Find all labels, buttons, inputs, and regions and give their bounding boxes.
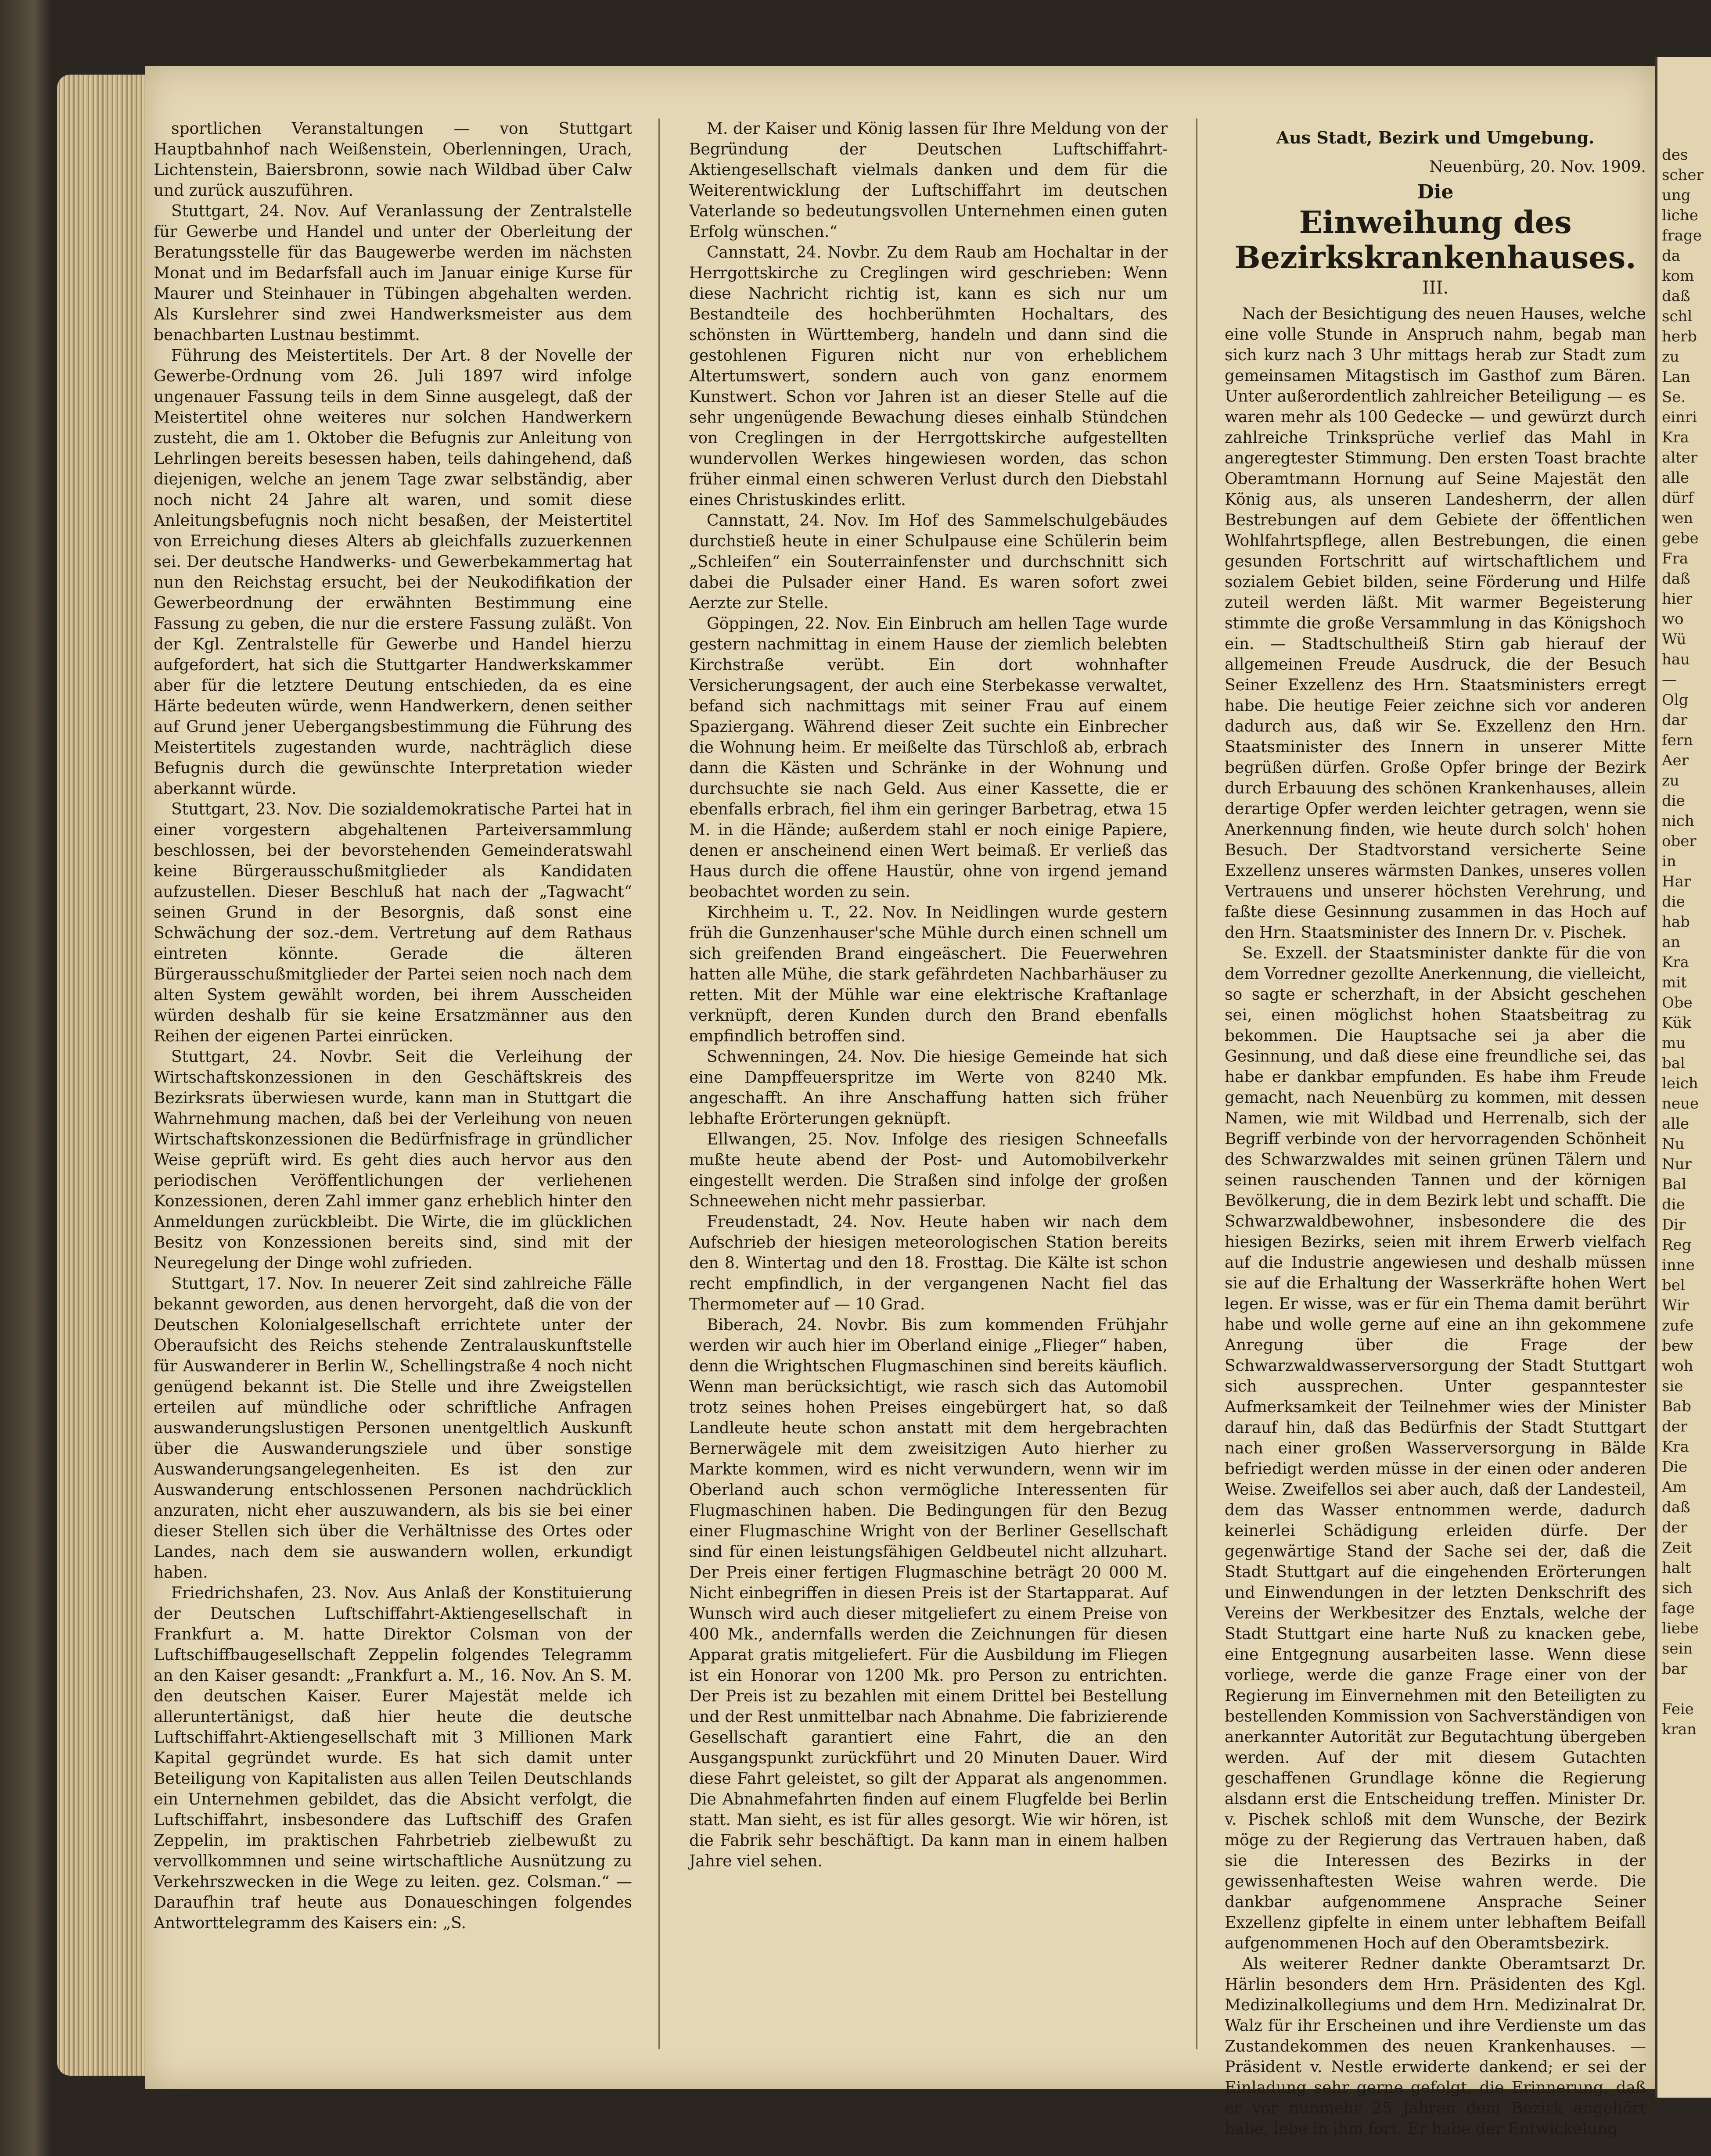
paragraph: Nach der Besichtigung des neuen Hauses, welche eine volle Stunde in Anspruch nahm, begab man sich kurz nach 3 Uhr mittags herab zur Stadt zum gemeinsamen Mitagstisch im Gasthof zum Bären. Unter außerordentlich zahlreicher Beteiligung — es waren mehr als 100 Gedecke — und gewürzt durch zahlreiche Trinksprüche verlief das Mahl in angeregtester Stimmung. Den ersten Toast brachte Oberamtmann Hornung auf Seine Majestät den König aus, als unseren Landesherrn, der allen Bestrebungen auf dem Gebiete der öffentlichen Wohlfahrtspflege, allen Bestrebungen, die einen gesunden Fortschritt auf wirtschaftlichem und sozialem Gebiet bilden, seine Förderung und Hilfe zuteil werden läßt. Mit warmer Begeisterung stimmte die große Versammlung in das Königshoch ein. — Stadtschultheiß Stirn gab hierauf der allgemeinen Freude Ausdruck, die der Besuch Seiner Exzellenz des Hrn. Staatsministers erregt habe. Die heutige Feier zeichne sich vor anderen dadurch aus, daß wir Se. Exzellenz den Hrn. Staatsminister des Innern in unserer Mitte begrüßen dürfen. Große Opfer bringe der Bezirk durch Erbauung des schönen Krankenhauses, allein derartige Opfer werden leichter getragen, wenn sie Anerkennung finden, wie heute durch solch' hohen Besuch. Der Stadtvorstand versicherte Seine Exzellenz unseres wärmsten Dankes, unseres vollen Vertrauens und unserer höchsten Verehrung, und faßte diese Gesinnung zusammen in das Hoch auf den Hrn. Staatsminister des Innern Dr. v. Pischek.: [1225, 305, 1646, 942]
paragraph: Als weiterer Redner dankte Oberamtsarzt Dr. Härlin besonders dem Hrn. Präsidenten des Kgl. Medizinalkollegiums und dem Hrn. Medizinalrat Dr. Walz für ihr Erscheinen und ihre Verdienste um das Zustandekommen des neuen Krankenhauses. — Präsident v. Nestle erwiderte dankend; er sei der Einladung sehr gerne gefolgt, die Erinnerung, daß er vor nunmehr 25 Jahren dem Bezirk angehört habe, lebe in ihm fort. Er habe der Entwickelung: [1225, 1955, 1646, 2138]
paragraph: Freudenstadt, 24. Nov. Heute haben wir nach dem Aufschrieb der hiesigen meteorologischen Station bereits den 8. Wintertag und den 18. Frosttag. Die Kälte ist schon recht empfindlich, in der vergangenen Nacht fiel das Thermometer auf — 10 Grad.: [689, 1213, 1168, 1313]
section-heading: Aus Stadt, Bezirk und Umgebung.: [1276, 128, 1595, 147]
paragraph: Cannstatt, 24. Novbr. Zu dem Raub am Hochaltar in der Herrgottskirche zu Creglingen wird geschrieben: Wenn diese Nachricht richtig ist, kann es sich nur um Bestandteile des hochberühmten Hochaltars, des schönsten in Württemberg, handeln und dann sind die gestohlenen Figuren nicht nur von erheblichem Altertumswert, sondern auch von ganz enormem Kunstwert. Schon vor Jahren ist an dieser Stelle auf die sehr ungenügende Bewachung dieses einhalb Stündchen von Creglingen in der Herrgottskirche aufgestellten wundervollen Werkes hingewiesen worden, das schon früher einmal einen schweren Verlust durch den Diebstahl eines Christuskindes erlitt.: [689, 244, 1168, 509]
paragraph: Schwenningen, 24. Nov. Die hiesige Gemeinde hat sich eine Dampffeuerspritze im Werte von 8240 Mk. angeschafft. An ihre Anschaffung hatten sich früher lebhafte Erörterungen geknüpft.: [689, 1048, 1168, 1128]
article-title-small: Die: [1417, 181, 1454, 203]
paragraph: Stuttgart, 24. Nov. Auf Veranlassung der Zentralstelle für Gewerbe und Handel und unter der Oberleitung der Beratungsstelle für das Baugewerbe werden im nächsten Monat und im Bedarfsfall auch im Januar einige Kurse für Maurer und Steinhauer in Tübingen abgehalten werden. Als Kurslehrer sind zwei Handwerksmeister aus dem benachbarten Lustnau bestimmt.: [154, 202, 632, 344]
paragraph: Führung des Meistertitels. Der Art. 8 der Novelle der Gewerbe-Ordnung vom 26. Juli 1897 wird infolge ungenauer Fassung teils in dem Sinne ausgelegt, daß der Meistertitel ohne weiteres nur solchen Handwerkern zusteht, die am 1. Oktober die Befugnis zur Anleitung von Lehrlingen bereits besessen haben, teils dahingehend, daß diejenigen, welche an jenem Tage zwar selbständig, aber noch nicht 24 Jahre alt waren, und somit diese Anleitungsbefugnis noch nicht besaßen, der Meistertitel von Erreichung dieses Alters ab gleichfalls zuzuerkennen sei. Der deutsche Handwerks- und Gewerbekammertag hat nun den Reichstag ersucht, bei der Neukodifikation der Gewerbeordnung der erwähnten Bestimmung eine Fassung zu geben, die nur die erstere Fassung zuläßt. Von der Kgl. Zentralstelle für Gewerbe und Handel hierzu aufgefordert, hat sich die Stuttgarter Handwerkskammer aber für die letztere Deutung entschieden, da es eine Härte bedeuten würde, wenn Handwerkern, denen seither auf Grund jener Uebergangsbestimmung die Führung des Meistertitels zugestanden wurde, nachträglich diese Befugnis durch die gewünschte Interpretation wieder aberkannt würde.: [154, 347, 632, 798]
paragraph: Biberach, 24. Novbr. Bis zum kommenden Frühjahr werden wir auch hier im Oberland einige „Flieger“ haben, denn die Wrightschen Flugmaschinen sind bereits käuflich. Wenn man berücksichtigt, wie rasch sich das Automobil trotz seines hohen Preises eingebürgert hat, so daß Landleute heute schon anstatt mit dem hergebrachten Bernerwägele mit dem zweisitzigen Auto hierher zu Markte kommen, wird es nicht verwundern, wenn wir im Oberland auch schon vermögliche Interessenten für Flugmaschinen haben. Die Bedingungen für den Bezug einer Flugmaschine Wright von der Berliner Gesellschaft sind für einen leistungsfähigen Geldbeutel nicht allzuhart. Der Preis einer fertigen Flugmaschine beträgt 20 000 M. Nicht einbegriffen in diesen Preis ist der Startapparat. Auf Wunsch wird auch dieser mitgeliefert zu einem Preise von 400 Mk., andernfalls werden die Zeichnungen für diesen Apparat gratis mitgeliefert. Für die Ausbildung im Fliegen ist ein Honorar von 1200 Mk. pro Person zu entrichten. Der Preis ist zu bezahlen mit einem Drittel bei Bestellung und der Rest unmittelbar nach Abnahme. Die fabrizierende Gesellschaft garantiert eine Fahrt, die an den Ausgangspunkt zurückführt und 20 Minuten Dauer. Wird diese Fahrt geleistet, so gilt der Apparat als angenommen. Die Abnahmefahrten finden auf einem Flugfelde bei Berlin statt. Man sieht, es ist für alles gesorgt. Wie wir hören, ist die Fabrik sehr beschäftigt. Da kann man in einem halben Jahre viel sehen.: [689, 1316, 1168, 1870]
paragraph: Göppingen, 22. Nov. Ein Einbruch am hellen Tage wurde gestern nachmittag in einem Hause der ziemlich belebten Kirchstraße verübt. Ein dort wohnhafter Versicherungsagent, der auch eine Sterbekasse verwaltet, befand sich nachmittags mit seiner Frau auf einem Spaziergang. Während dieser Zeit suchte ein Einbrecher die Wohnung heim. Er meißelte das Türschloß ab, erbrach dann die Kästen und Schränke in der Wohnung und durchsuchte sie nach Geld. Aus einer Kassette, die er ebenfalls erbrach, fiel ihm ein geringer Barbetrag, etwa 15 M. in die Hände; außerdem stahl er noch einige Papiere, denen er anscheinend einen Wert beimaß. Er verließ das Haus durch die offene Haustür, ohne von irgend jemand beobachtet worden zu sein.: [689, 615, 1168, 901]
paragraph: M. der Kaiser und König lassen für Ihre Meldung von der Begründung der Deutschen Luftschiffahrt-Aktiengesellschaft vielmals danken und dem für die Weiterentwicklung der Luftschiffahrt im deutschen Vaterlande so bedeutungsvollen Unternehmen einen guten Erfolg wünschen.“: [689, 120, 1168, 241]
column-2: [689, 118, 1168, 1872]
newspaper-page: [145, 66, 1655, 2138]
paragraph: Cannstatt, 24. Nov. Im Hof des Sammelschulgebäudes durchstieß heute in einer Schulpause eine Schülerin beim „Schleifen“ ein Souterrainfenster und durchschnitt sich dabei die Pulsader einer Hand. Es waren sofort zwei Aerzte zur Stelle.: [689, 512, 1168, 612]
adjacent-page-text: des scher ung liche frage da kom daß schl herb zu Lan Se. einri Kra alter alle dürf wen gebe Fra daß hier wo Wü hau — Olg dar fern Aer zu die nich ober in Har die hab an Kra mit Obe Kük mu bal leich neue alle Nu Nur Bal die Dir Reg inne bel Wir zufe bew woh sie Bab der Kra Die Am daß der Zeit halt sich fage liebe sein bar Feie kran: [1662, 146, 1704, 1738]
column-rule-1: [658, 118, 660, 2049]
column-1: [154, 118, 632, 1934]
dateline: Neuenbürg, 20. Nov. 1909.: [1429, 158, 1646, 176]
paragraph: Stuttgart, 24. Novbr. Seit die Verleihung der Wirtschaftskonzessionen in den Geschäftskreis des Bezirksrats überwiesen wurde, kann man in Stuttgart die Wahrnehmung machen, daß bei der Verleihung von neuen Wirtschaftskonzessionen die Bedürfnisfrage in gründlicher Weise geprüft wird. Es geht dies auch hervor aus den periodischen Veröffentlichungen der verliehenen Konzessionen, deren Zahl immer ganz erheblich hinter den Anmeldungen zurückbleibt. Die Wirte, die im glücklichen Besitz von Konzessionen bereits sind, sind mit der Neuregelung der Dinge wohl zufrieden.: [154, 1048, 632, 1272]
article-title: Einweihung des Bezirkskrankenhauses.: [1234, 204, 1636, 276]
paragraph: Se. Exzell. der Staatsminister dankte für die von dem Vorredner gezollte Anerkennung, die vielleicht, so sagte er scherzhaft, in der Absicht geschehen sei, einen möglichst hohen Staatsbeitrag zu bekommen. Die Hauptsache sei ja aber die Gesinnung, und daß diese eine freundliche sei, das habe er dankbar empfunden. Es habe ihm Freude gemacht, nach Neuenbürg zu kommen, mit dessen Namen, wie mit Wildbad und Herrenalb, sich der Begriff verbinde von der hervorragenden Schönheit des Schwarzwaldes mit seinen grünen Tälern und seinen rauschenden Tannen und der körnigen Bevölkerung, die in dem Bezirk lebt und schafft. Die Schwarzwaldbewohner, insbesondere die des hiesigen Bezirks, seien mit ihrem Erwerb vielfach auf die Industrie angewiesen und deshalb müssen sie auf die Erhaltung der Wasserkräfte hohen Wert legen. Er wisse, was er für ein Thema damit berührt habe und wolle gerne auf eine an ihn gekommene Anregung über die Frage der Schwarzwaldwasserversorgung der Stadt Stuttgart sich aussprechen. Unter gespanntester Aufmerksamkeit der Teilnehmer wies der Minister darauf hin, daß das Bedürfnis der Stadt Stuttgart nach einer großen Wasserversorgung in Bälde befriedigt werden müsse in der einen oder anderen Weise. Zweifellos sei aber auch, daß der Landesteil, dem das Wasser entnommen werde, dadurch keinerlei Schädigung erleiden dürfe. Der gegenwärtige Stand der Sache sei der, daß die Stadt Stuttgart auf die eingehenden Erörterungen und Einwendungen in der letzten Denkschrift des Vereins der Werkbesitzer des Enztals, welche der Stadt Stuttgart eine harte Nuß zu knacken gebe, eine Entgegnung ausarbeiten lasse. Wenn diese vorliege, werde die ganze Frage einer von der Regierung im Einvernehmen mit den Beteiligten zu bestellenden Kommission von Sachverständigen von anerkannter Autorität zur Begutachtung übergeben werden. Auf der mit diesem Gutachten geschaffenen Grundlage könne die Regierung alsdann erst die Entscheidung treffen. Minister Dr. v. Pischek schloß mit dem Wunsche, der Bezirk möge zu der Regierung das Vertrauen haben, daß sie die Interessen des Bezirks in der gewissenhaftesten Weise wahren werde. Die dankbar aufgenommene Ansprache Seiner Exzellenz gipfelte in einem unter lebhaftem Beifall aufgenommenen Hoch auf den Oberamtsbezirk.: [1225, 944, 1646, 1952]
adjacent-page-edge: [1655, 57, 1711, 2098]
paragraph: Stuttgart, 17. Nov. In neuerer Zeit sind zahlreiche Fälle bekannt geworden, aus denen hervorgeht, daß die von der Deutschen Kolonialgesellschaft errichtete unter der Oberaufsicht des Reichs stehende Zentralauskunftstelle für Auswanderer in Berlin W., Schellingstraße 4 noch nicht genügend bekannt ist. Die Stelle und ihre Zweigstellen erteilen auf mündliche oder schriftliche Anfragen auswanderungslustigen Personen unentgeltlich Auskunft über die Auswanderungsziele und über sonstige Auswanderungsangelegenheiten. Es ist den zur Auswanderung entschlossenen Personen nachdrücklich anzuraten, nicht eher auszuwandern, als bis sie bei einer dieser Stellen sich über die Verhältnisse des Ortes oder Landes, nach dem sie auswandern wollen, erkundigt haben.: [154, 1275, 632, 1582]
paragraph: sportlichen Veranstaltungen — von Stuttgart Hauptbahnhof nach Weißenstein, Oberlenningen, Urach, Lichtenstein, Baiersbronn, sowie nach Wildbad über Calw und zurück auszuführen.: [154, 120, 632, 200]
article-part-number: III.: [1422, 278, 1449, 298]
page-edges: [57, 75, 149, 2076]
column-3: [1225, 127, 1646, 2139]
paragraph: Ellwangen, 25. Nov. Infolge des riesigen Schneefalls mußte heute abend der Post- und Automobilverkehr eingestellt werden. Die Straßen sind infolge der großen Schneewehen nicht mehr passierbar.: [689, 1130, 1168, 1210]
paragraph: Stuttgart, 23. Nov. Die sozialdemokratische Partei hat in einer vorgestern abgehaltenen Parteiversammlung beschlossen, bei der bevorstehenden Gemeinderatswahl keine Bürgerausschußmitglieder als Kandidaten aufzustellen. Dieser Beschluß hat nach der „Tagwacht“ seinen Grund in der Besorgnis, daß sonst eine Schwächung der soz.-dem. Vertretung auf dem Rathaus eintreten könnte. Gerade die älteren Bürgerausschußmitglieder der Partei seien noch nach dem alten System gewählt worden, bei ihrem Ausscheiden würden deshalb für sie keine Ersatzmänner aus den Reihen der eigenen Partei einrücken.: [154, 800, 632, 1045]
paragraph: Friedrichshafen, 23. Nov. Aus Anlaß der Konstituierung der Deutschen Luftschiffahrt-Aktiengesellschaft in Frankfurt a. M. hatte Direktor Colsman von der Luftschiffbaugesellschaft Zeppelin folgendes Telegramm an den Kaiser gesandt: „Frankfurt a. M., 16. Nov. An S. M. den deutschen Kaiser. Eurer Majestät melde ich alleruntertänigst, daß hier heute die deutsche Luftschiffahrt-Aktiengesellschaft mit 3 Millionen Mark Kapital gegründet wurde. Es hat sich damit unter Beteiligung von Kapitalisten aus allen Teilen Deutschlands ein Unternehmen gebildet, das die Absicht verfolgt, die Luftschiffahrt, insbesondere das Luftschiff des Grafen Zeppelin, im praktischen Fahrbetrieb zielbewußt zu vervollkommnen und seine wirtschaftliche Ausnützung zu Verkehrszwecken in die Wege zu leiten. gez. Colsman.“ — Daraufhin traf heute aus Donaueschingen folgendes Antworttelegramm des Kaisers ein: „S.: [154, 1584, 632, 1932]
column-rule-2: [1196, 118, 1197, 2049]
paragraph: Kirchheim u. T., 22. Nov. In Neidlingen wurde gestern früh die Gunzenhauser'sche Mühle durch einen schnell um sich greifenden Brand eingeäschert. Die Feuerwehren hatten alle Mühe, die stark gefährdeten Nachbarhäuser zu retten. Mit der Mühle war eine elektrische Kraftanlage verknüpft, deren Kunden durch den Brand ebenfalls empfindlich betroffen sind.: [689, 904, 1168, 1045]
